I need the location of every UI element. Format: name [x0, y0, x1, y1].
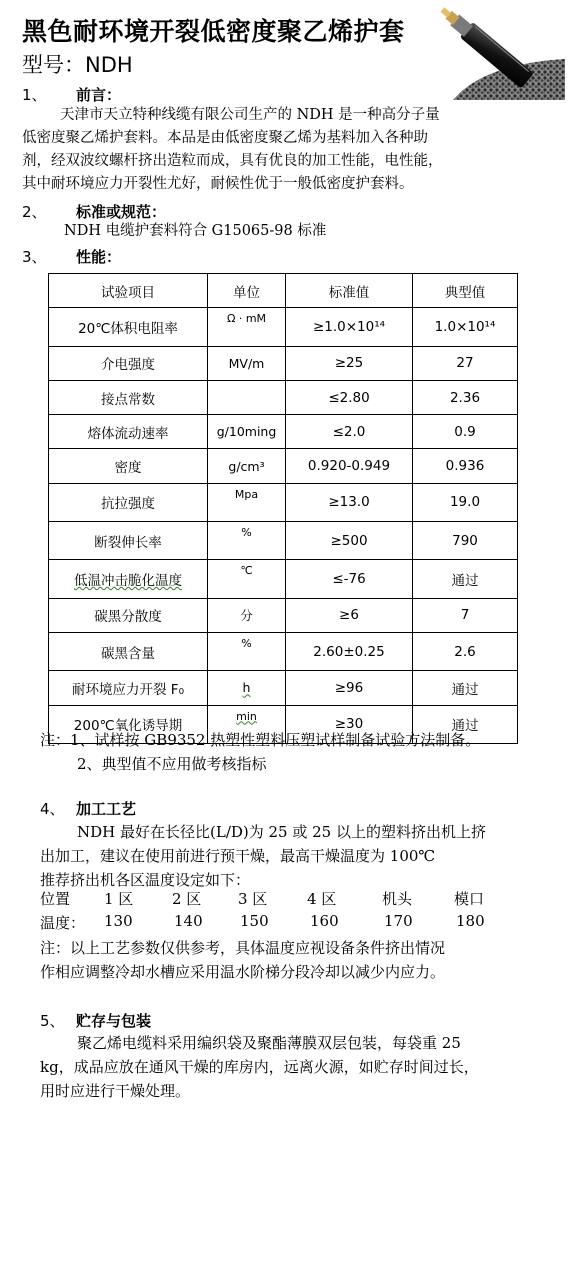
zone-1: 1 区	[104, 890, 134, 908]
row-unit: %	[208, 522, 286, 560]
table-row	[49, 483, 518, 521]
table-row	[49, 632, 518, 670]
row-typical: 0.936	[413, 449, 518, 483]
row-unit: Ω · mM	[208, 308, 286, 346]
temp-2: 140	[174, 912, 203, 930]
intro-line-3: 剂，经双波纹螺杆挤出造粒而成，具有优良的加工性能，电性能，	[22, 153, 443, 169]
process-paragraph	[40, 820, 486, 892]
process-note-1: 注：以上工艺参数仅供参考，具体温度应视设备条件挤出情况	[40, 939, 446, 957]
section-2-heading	[22, 201, 166, 222]
table-notes	[40, 728, 480, 776]
row-item: 抗拉强度	[49, 483, 208, 521]
section-3-number: 3、	[22, 248, 47, 266]
zone-2: 2 区	[172, 890, 202, 908]
storage-line-2: kg，成品应放在通风干燥的库房内，远离火源，如贮存时间过长，	[40, 1058, 479, 1076]
row-standard: ≤2.80	[286, 380, 413, 414]
row-unit: Mpa	[208, 483, 286, 521]
intro-paragraph	[22, 104, 443, 196]
table-row	[49, 346, 518, 380]
row-unit-text: h	[242, 680, 251, 696]
zone-die: 模口	[454, 890, 485, 908]
row-standard: 0.920-0.949	[286, 449, 413, 483]
document-title: 黑色耐环境开裂低密度聚乙烯护套	[22, 17, 405, 46]
model-number: 型号：NDH	[22, 53, 133, 77]
table-row	[49, 598, 518, 632]
section-2-number: 2、	[22, 203, 47, 221]
section-2-title: 标准或规范：	[76, 203, 167, 221]
row-standard: ≤-76	[286, 560, 413, 598]
zone-head: 机头	[382, 890, 413, 908]
row-typical: 通过	[413, 671, 518, 705]
process-note-2: 作相应调整冷却水槽应采用温水阶梯分段冷却以减少内应力。	[40, 963, 446, 981]
storage-line-3: 用时应进行干燥处理。	[40, 1082, 191, 1100]
intro-line-4: 其中耐环境应力开裂性尤好，耐候性优于一般低密度护套料。	[22, 176, 414, 192]
section-4-heading	[40, 798, 136, 819]
row-item: 碳黑含量	[49, 632, 208, 670]
table-row	[49, 449, 518, 483]
section-1-heading	[22, 84, 121, 105]
section-5-title: 贮存与包装	[76, 1012, 152, 1030]
row-unit	[208, 380, 286, 414]
row-typical: 1.0×10¹⁴	[413, 308, 518, 346]
header-unit: 单位	[208, 274, 286, 308]
row-item: 密度	[49, 449, 208, 483]
row-unit: 分	[208, 598, 286, 632]
table-header-row	[49, 274, 518, 308]
zone-4: 4 区	[307, 890, 337, 908]
table-row	[49, 380, 518, 414]
row-typical: 2.6	[413, 632, 518, 670]
table-note-1: 注：1、试样按 GB9352 热塑性塑料压塑试样制备试验方法制备。	[40, 731, 481, 749]
section-1-title: 前言：	[76, 86, 122, 104]
process-line-1: NDH 最好在长径比(L/D)为 25 或 25 以上的塑料挤出机上挤	[77, 823, 486, 841]
temp-3: 150	[240, 912, 269, 930]
row-standard: ≥1.0×10¹⁴	[286, 308, 413, 346]
row-standard: ≤2.0	[286, 415, 413, 449]
row-item: 接点常数	[49, 380, 208, 414]
row-standard: 2.60±0.25	[286, 632, 413, 670]
row-unit-text: min	[236, 709, 257, 723]
section-4-title: 加工工艺	[76, 800, 137, 818]
header-test-item: 试验项目	[49, 274, 208, 308]
table-row	[49, 308, 518, 346]
standard-text: NDH 电缆护套料符合 G15065-98 标准	[64, 223, 327, 239]
storage-paragraph	[40, 1031, 479, 1103]
table-row	[49, 560, 518, 598]
table-row	[49, 671, 518, 705]
row-typical: 790	[413, 522, 518, 560]
cable-pellets-photo	[423, 4, 565, 100]
row-item: 耐环境应力开裂 F₀	[49, 671, 208, 705]
row-typical: 19.0	[413, 483, 518, 521]
row-item: 碳黑分散度	[49, 598, 208, 632]
table-note-2: 2、典型值不应用做考核指标	[77, 755, 267, 773]
section-3-heading	[22, 246, 121, 267]
row-standard: ≥6	[286, 598, 413, 632]
zone-label: 位置	[40, 890, 71, 908]
section-3-title: 性能：	[76, 248, 122, 266]
properties-table	[48, 273, 518, 744]
row-item: 介电强度	[49, 346, 208, 380]
header-typical-value: 典型值	[413, 274, 518, 308]
temp-1: 130	[104, 912, 133, 930]
row-typical: 7	[413, 598, 518, 632]
intro-line-1: 天津市天立特种线缆有限公司生产的 NDH 是一种高分子量	[60, 107, 440, 123]
row-unit: g/cm³	[208, 449, 286, 483]
section-1-number: 1、	[22, 86, 47, 104]
table-row	[49, 522, 518, 560]
row-item: 200℃氧化诱导期	[49, 705, 208, 743]
header-standard-value: 标准值	[286, 274, 413, 308]
process-line-3: 推荐挤出机各区温度设定如下：	[40, 871, 251, 889]
row-unit	[208, 671, 286, 705]
temp-die: 180	[456, 912, 485, 930]
temp-label: 温度：	[40, 914, 86, 932]
process-line-2: 出加工，建议在使用前进行预干燥，最高干燥温度为 100℃	[40, 847, 436, 865]
row-typical: 27	[413, 346, 518, 380]
row-standard: ≥13.0	[286, 483, 413, 521]
row-standard: ≥500	[286, 522, 413, 560]
process-notes	[40, 936, 445, 984]
row-standard: ≥96	[286, 671, 413, 705]
row-standard: ≥30	[286, 705, 413, 743]
section-5-number: 5、	[40, 1012, 65, 1030]
row-item: 20℃体积电阻率	[49, 308, 208, 346]
row-item: 熔体流动速率	[49, 415, 208, 449]
row-typical: 2.36	[413, 380, 518, 414]
row-unit: %	[208, 632, 286, 670]
table-row	[49, 415, 518, 449]
row-standard: ≥25	[286, 346, 413, 380]
row-unit: g/10ming	[208, 415, 286, 449]
temp-4: 160	[310, 912, 339, 930]
section-5-heading	[40, 1010, 151, 1031]
row-item	[49, 560, 208, 598]
storage-line-1: 聚乙烯电缆料采用编织袋及聚酯薄膜双层包装，每袋重 25	[77, 1034, 461, 1052]
row-unit: ℃	[208, 560, 286, 598]
row-typical: 0.9	[413, 415, 518, 449]
intro-line-2: 低密度聚乙烯护套料。本品是由低密度聚乙烯为基料加入各种助	[22, 130, 428, 146]
zone-3: 3 区	[238, 890, 268, 908]
section-4-number: 4、	[40, 800, 65, 818]
row-unit: MV/m	[208, 346, 286, 380]
temp-head: 170	[384, 912, 413, 930]
row-item-text: 低温冲击脆化温度	[74, 573, 182, 590]
row-item: 断裂伸长率	[49, 522, 208, 560]
row-typical: 通过	[413, 560, 518, 598]
row-typical: 通过	[413, 705, 518, 743]
